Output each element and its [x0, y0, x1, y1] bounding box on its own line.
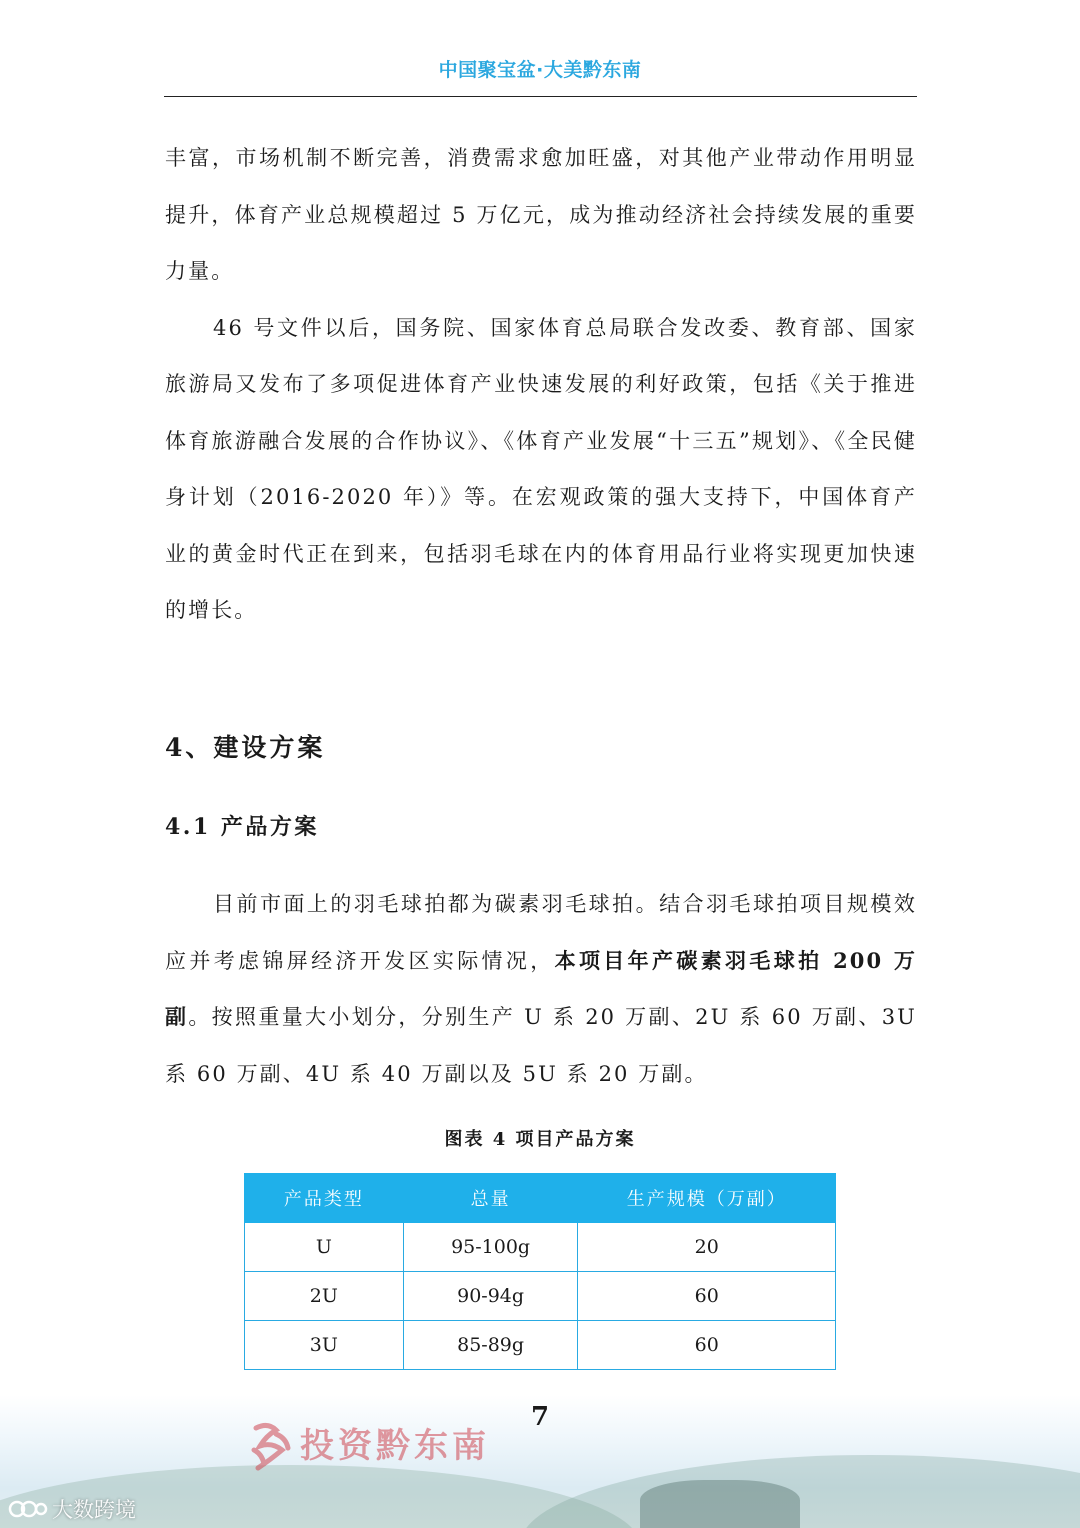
- product-table: [244, 1173, 836, 1370]
- table-cell: 3U: [245, 1321, 404, 1370]
- table-row: [245, 1321, 836, 1370]
- subsection-heading: 4.1 产品方案: [165, 814, 319, 840]
- section-heading: 4、建设方案: [165, 733, 326, 762]
- table-cell: 60: [578, 1321, 836, 1370]
- brand-logo-icon: [246, 1420, 296, 1474]
- header-divider: [164, 96, 917, 97]
- page-number: 7: [530, 1402, 550, 1432]
- watermark: [8, 1494, 136, 1524]
- table-cell: 20: [578, 1223, 836, 1272]
- table-cell: 90-94g: [403, 1272, 578, 1321]
- paragraph-continued: 丰富，市场机制不断完善，消费需求愈加旺盛，对其他产业带动作用明显提升，体育产业总规模超过 5 万亿元，成为推动经济社会持续发展的重要力量。: [165, 146, 917, 283]
- table-row: [245, 1223, 836, 1272]
- header-title: 中国聚宝盆·大美黔东南: [438, 59, 642, 81]
- watermark-text: 大数跨境: [52, 1498, 136, 1522]
- paragraph-text-b: 。按照重量大小划分，分别生产 U 系 20 万副、2U 系 60 万副、3U 系 60 万副、4U 系 40 万副以及 5U 系 20 万副。: [165, 1005, 917, 1086]
- table-cell: 95-100g: [403, 1223, 578, 1272]
- table-cell: 2U: [245, 1272, 404, 1321]
- table-row: [245, 1272, 836, 1321]
- column-header-product-type: 产品类型: [245, 1174, 404, 1223]
- paragraph-highlight: 本项目年产碳素羽毛球拍 200 万副: [165, 947, 917, 1029]
- column-header-scale: 生产规模（万副）: [578, 1174, 836, 1223]
- body-text-block-1: [165, 130, 917, 639]
- table-header-row: [245, 1174, 836, 1223]
- table-cell: U: [245, 1223, 404, 1272]
- watermark-logo-icon: [8, 1497, 48, 1521]
- table-cell: 85-89g: [403, 1321, 578, 1370]
- brand-name: 投资黔东南: [300, 1426, 490, 1466]
- paragraph-product-plan: [165, 876, 917, 1102]
- table-caption: 图表 4 项目产品方案: [444, 1129, 636, 1150]
- footer-building: [640, 1480, 800, 1528]
- table-cell: 60: [578, 1272, 836, 1321]
- column-header-total: 总量: [403, 1174, 578, 1223]
- footer-hill: [520, 1455, 1080, 1528]
- paragraph-policy: 46 号文件以后，国务院、国家体育总局联合发改委、教育部、国家旅游局又发布了多项促进体育产业快速发展的利好政策，包括《关于推进体育旅游融合发展的合作协议》、《体育产业发展“十三五”规划》、《全民健身计划（2016-2020 年）》等。在宏观政策的强大支持下，中国体育产业的黄金时代正在到来，包括羽毛球在内的体育用品行业将实现更加快速的增长。: [165, 315, 917, 622]
- body-text-block-2: [165, 876, 917, 1102]
- paragraph-text-a: 目前市面上的羽毛球拍都为碳素羽毛球拍。结合羽毛球拍项目规模效应并考虑锦屏经济开发区实际情况，: [165, 892, 917, 973]
